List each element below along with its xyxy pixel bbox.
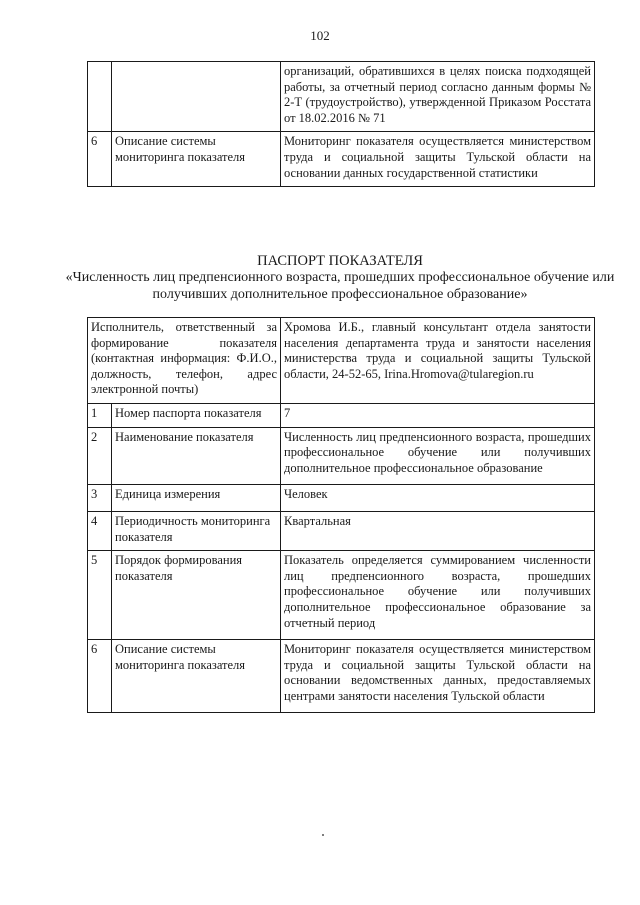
row-number-cell: 1 [88, 403, 112, 427]
row-number-cell: 5 [88, 551, 112, 640]
table-row [88, 427, 595, 485]
page-number: 102 [310, 28, 330, 43]
row-name-cell: Единица измерения [112, 485, 281, 512]
table-row [88, 132, 595, 187]
row-text-cell: Мониторинг показателя осуществляется министерством труда и социальной защиты Тульской области на основании данных государственной статистики [281, 132, 595, 187]
row-number-cell: 4 [88, 511, 112, 550]
row-name-cell: Номер паспорта показателя [112, 403, 281, 427]
row-name-cell: Описание системы мониторинга показателя [112, 640, 281, 713]
scan-speck [322, 834, 324, 836]
row-number-cell: 3 [88, 485, 112, 512]
table-row [88, 485, 595, 512]
row-name-cell: Наименование показателя [112, 427, 281, 485]
row-name-cell: Описание системы мониторинга показателя [112, 132, 281, 187]
row-number-cell: 6 [88, 132, 112, 187]
passport-title: ПАСПОРТ ПОКАЗАТЕЛЯ [257, 253, 423, 269]
table-row [88, 403, 595, 427]
table-row [88, 551, 595, 640]
table-row [88, 511, 595, 550]
row-number-cell: 2 [88, 427, 112, 485]
executor-value-cell: Хромова И.Б., главный консультант отдела занятости населения департамента труда и занятости населения министерства труда и социальной защиты Тульской области, 24-52-65, Irina.Hromova@tularegion.ru [281, 318, 595, 404]
row-number-cell: 6 [88, 640, 112, 713]
executor-row [88, 318, 595, 404]
row-name-cell: Порядок формирования показателя [112, 551, 281, 640]
row-text-cell: организаций, обратившихся в целях поиска подходящей работы, за отчетный период согласно данным формы № 2-Т (трудоустройство), утвержденной Приказом Росстата от 18.02.2016 № 71 [281, 62, 595, 132]
row-text-cell: Показатель определяется суммированием численности лиц предпенсионного возраста, прошедших профессиональное обучение или получивших дополнительное профессиональное образование за отчетный период [281, 551, 595, 640]
row-number-cell [88, 62, 112, 132]
row-text-cell: Квартальная [281, 511, 595, 550]
indicator-table-continued [87, 61, 595, 187]
row-name-cell [112, 62, 281, 132]
table-row [88, 640, 595, 713]
indicator-passport-table [87, 317, 595, 713]
row-text-cell: Человек [281, 485, 595, 512]
row-name-cell: Периодичность мониторинга показателя [112, 511, 281, 550]
passport-subtitle: «Численность лиц предпенсионного возраста, прошедших профессиональное обучение или получивших дополнительное профессиональное образование» [65, 270, 615, 302]
row-text-cell: 7 [281, 403, 595, 427]
row-text-cell: Мониторинг показателя осуществляется министерством труда и социальной защиты Тульской области на основании ведомственных данных, предоставляемых центрами занятости населения Тульской области [281, 640, 595, 713]
row-text-cell: Численность лиц предпенсионного возраста, прошедших профессиональное обучение или получивших дополнительное профессиональное образование [281, 427, 595, 485]
executor-label-cell: Исполнитель, ответственный за формирование показателя (контактная информация: Ф.И.О., должность, телефон, адрес электронной почты) [88, 318, 281, 404]
table-row [88, 62, 595, 132]
